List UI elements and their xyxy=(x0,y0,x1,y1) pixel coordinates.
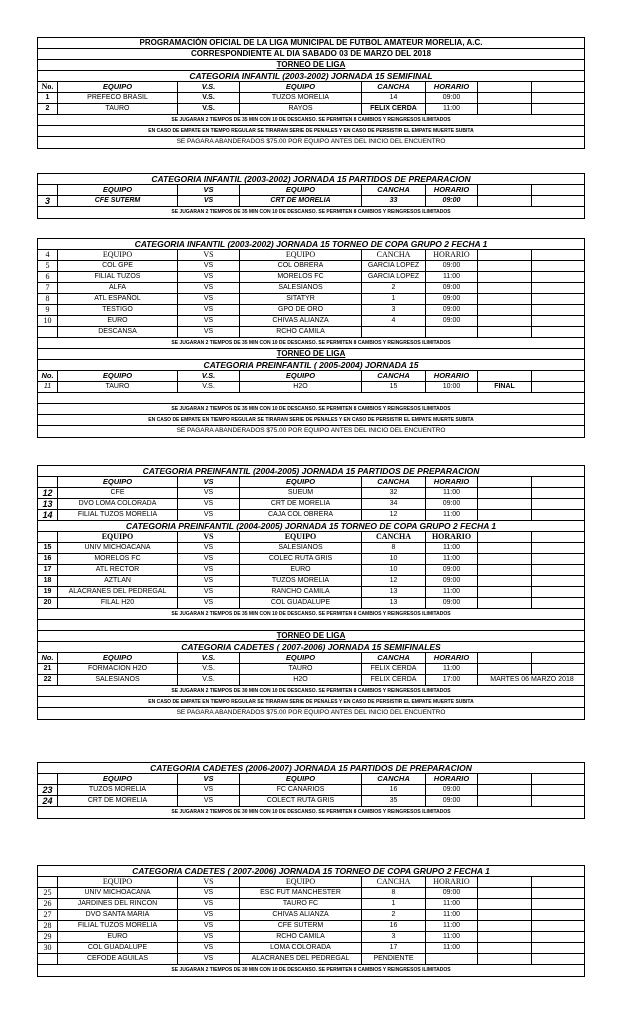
table-row: 22 SALESIANOS V.S. H2O FELIX CERDA 17:00 MARTES 06 MARZO 2018 xyxy=(38,675,584,686)
table-row: 23 TUZOS MORELIA VS FC CANARIOS 16 09:00 xyxy=(38,785,584,796)
rules-note: SE JUGARAN 2 TIEMPOS DE 35 MIN CON 10 DE DESCANSO. SE PERMITEN 8 CAMBIOS Y REINGRESOS ILIMITADOS xyxy=(38,338,584,349)
schedule-block-5 xyxy=(37,762,585,819)
table-header: EQUIPO VS EQUIPO CANCHA HORARIO xyxy=(38,185,584,196)
fee-note: SE PAGARA ABANDERADOS $75.00 POR EQUIPO ANTES DEL INICIO DEL ENCUENTRO xyxy=(176,709,446,716)
table-row: 10 EURO VS CHIVAS ALIANZA 4 09:00 xyxy=(38,316,584,327)
table-header: 4 EQUIPO VS EQUIPO CANCHA HORARIO xyxy=(38,250,584,261)
table-row: 21 FORMACION H2O V.S. TAURO FELIX CERDA 11:00 xyxy=(38,664,584,675)
doc-date: CORRESPONDIENTE AL DIA SABADO 03 DE MARZO DEL 2018 xyxy=(38,49,584,60)
rules-note: SE JUGARAN 2 TIEMPOS DE 35 MIN CON 10 DE DESCANSO. SE PERMITEN 8 CAMBIOS Y REINGRESOS ILIMITADOS xyxy=(171,209,451,215)
rules-note: SE JUGARAN 2 TIEMPOS DE 30 MIN CON 10 DE DESCANSO. SE PERMITEN 8 CAMBIOS Y REINGRESOS ILIMITADOS xyxy=(171,809,451,815)
table-row: 6 FILIAL TUZOS VS MORELOS FC GARCIA LOPEZ 11:00 xyxy=(38,272,584,283)
table-header: No. EQUIPO V.S. EQUIPO CANCHA HORARIO xyxy=(38,82,584,93)
table-row: 17 ATL RECTOR VS EURO 10 09:00 xyxy=(38,565,584,576)
table-row: 1 PREFECO BRASIL V.S. TUZOS MORELIA 14 09:00 xyxy=(38,93,584,104)
table-row: 15 UNIV MICHOACANA VS SALESIANOS 8 11:00 xyxy=(38,543,584,554)
torneo-liga-heading: TORNEO DE LIGA xyxy=(38,60,584,71)
table-row: 3 CFE SUTERM VS CRT DE MORELIA 33 09:00 xyxy=(38,196,584,207)
table-row: 7 ALFA VS SALESIANOS 2 09:00 xyxy=(38,283,584,294)
section-title: CATEGORIA CADETES (2006-2007) JORNADA 15 PARTIDOS DE PREPARACION xyxy=(38,763,584,774)
fee-note: SE PAGARA ABANDERADOS $75.00 POR EQUIPO ANTES DEL INICIO DEL ENCUENTRO xyxy=(176,138,446,145)
rules-note: SE JUGARAN 2 TIEMPOS DE 30 MIN CON 10 DE DESCANSO. SE PERMITEN 8 CAMBIOS Y REINGRESOS ILIMITADOS xyxy=(38,686,584,697)
section-title: CATEGORIA INFANTIL (2003-2002) JORNADA 15 SEMIFINAL xyxy=(38,71,584,82)
table-row: 27 DVO SANTA MARIA VS CHIVAS ALIANZA 2 11:00 xyxy=(38,910,584,921)
table-row: 25 UNIV MICHOACANA VS ESC FUT MANCHESTER 8 09:00 xyxy=(38,888,584,899)
table-row: 19 ALACRANES DEL PEDREGAL VS RANCHO CAMILA 13 11:00 xyxy=(38,587,584,598)
penalty-note: EN CASO DE EMPATE EN TIEMPO REGULAR SE TIRARAN SERIE DE PENALES Y EN CASO DE PERSISTIR EL EMPATE MUERTE SUBITA xyxy=(38,415,584,426)
torneo-liga-heading: TORNEO DE LIGA xyxy=(38,349,584,360)
table-row: 30 COL GUADALUPE VS LOMA COLORADA 17 11:00 xyxy=(38,943,584,954)
table-row: 8 ATL ESPAÑOL VS SITATYR 1 09:00 xyxy=(38,294,584,305)
penalty-note: EN CASO DE EMPATE EN TIEMPO REGULAR SE TIRARAN SERIE DE PENALES Y EN CASO DE PERSISTIR EL EMPATE MUERTE SUBITA xyxy=(38,697,584,708)
section-title: CATEGORIA PREINFANTIL (2004-2005) JORNADA 15 PARTIDOS DE PREPARACION xyxy=(38,466,584,477)
table-row: 20 FILAL H20 VS COL GUADALUPE 13 09:00 xyxy=(38,598,584,609)
schedule-block-3 xyxy=(37,238,585,438)
table-row: 2 TAURO V.S. RAYOS FELIX CERDA 11:00 xyxy=(38,104,584,115)
rules-note: SE JUGARAN 2 TIEMPOS DE 35 MIN CON 10 DE DESCANSO. SE PERMITEN 8 CAMBIOS Y REINGRESOS ILIMITADOS xyxy=(38,609,584,620)
table-row: 9 TESTIGO VS GPO DE ORO 3 09:00 xyxy=(38,305,584,316)
rescheduled-date: MARTES 06 MARZO 2018 xyxy=(490,676,574,683)
table-header: EQUIPO VS EQUIPO CANCHA HORARIO xyxy=(38,774,584,785)
schedule-block-6 xyxy=(37,865,585,977)
fee-note: SE PAGARA ABANDERADOS $75.00 POR EQUIPO ANTES DEL INICIO DEL ENCUENTRO xyxy=(176,427,446,434)
table-row: 13 DVO LOMA COLORADA VS CRT DE MORELIA 34 09:00 xyxy=(38,499,584,510)
table-header: No. EQUIPO V.S. EQUIPO CANCHA HORARIO xyxy=(38,653,584,664)
table-header: EQUIPO VS EQUIPO CANCHA HORARIO xyxy=(38,877,584,888)
table-header: EQUIPO VS EQUIPO CANCHA HORARIO xyxy=(38,477,584,488)
table-row: 11 TAURO V.S. H2O 15 10:00 FINAL xyxy=(38,382,584,393)
table-row: 5 COL GPE VS COL OBRERA GARCIA LOPEZ 09:00 xyxy=(38,261,584,272)
table-row: 12 CFE VS SUEUM 32 11:00 xyxy=(38,488,584,499)
table-row: DESCANSA VS RCHO CAMILA xyxy=(38,327,584,338)
table-row: 16 MORELOS FC VS COLEC RUTA GRIS 10 11:00 xyxy=(38,554,584,565)
section-title: CATEGORIA INFANTIL (2003-2002) JORNADA 15 TORNEO DE COPA GRUPO 2 FECHA 1 xyxy=(38,239,584,250)
table-row: 26 JARDINES DEL RINCON VS TAURO FC 1 11:00 xyxy=(38,899,584,910)
schedule-block-1 xyxy=(37,37,585,149)
section-title: CATEGORIA CADETES ( 2007-2006) JORNADA 15 TORNEO DE COPA GRUPO 2 FECHA 1 xyxy=(38,866,584,877)
section-title: CATEGORIA CADETES ( 2007-2006) JORNADA 15 SEMIFINALES xyxy=(38,642,584,653)
table-row: 28 FILIAL TUZOS MORELIA VS CFE SUTERM 16 11:00 xyxy=(38,921,584,932)
final-label: FINAL xyxy=(478,382,532,392)
table-row: 24 CRT DE MORELIA VS COLECT RUTA GRIS 35 09:00 xyxy=(38,796,584,807)
doc-title: PROGRAMACIÓN OFICIAL DE LA LIGA MUNICIPAL DE FUTBOL AMATEUR MORELIA, A.C. xyxy=(38,38,584,49)
torneo-liga-heading: TORNEO DE LIGA xyxy=(38,631,584,642)
rules-note: SE JUGARAN 2 TIEMPOS DE 35 MIN CON 10 DE DESCANSO. SE PERMITEN 8 CAMBIOS Y REINGRESOS ILIMITADOS xyxy=(38,404,584,415)
table-row: 18 AZTLAN VS TUZOS MORELIA 12 09:00 xyxy=(38,576,584,587)
schedule-block-2 xyxy=(37,173,585,219)
table-row: CEFODE AGUILAS VS ALACRANES DEL PEDREGAL PENDIENTE xyxy=(38,954,584,965)
section-title: CATEGORIA PREINFANTIL (2004-2005) JORNADA 15 TORNEO DE COPA GRUPO 2 FECHA 1 xyxy=(38,521,584,532)
section-title: CATEGORIA INFANTIL (2003-2002) JORNADA 15 PARTIDOS DE PREPARACION xyxy=(38,174,584,185)
table-header: EQUIPO VS EQUIPO CANCHA HORARIO xyxy=(38,532,584,543)
table-header: No. EQUIPO V.S. EQUIPO CANCHA HORARIO xyxy=(38,371,584,382)
table-row: 14 FILIAL TUZOS MORELIA VS CAJA COL OBRERA 12 11:00 xyxy=(38,510,584,521)
penalty-note: EN CASO DE EMPATE EN TIEMPO REGULAR SE TIRARAN SERIE DE PENALES Y EN CASO DE PERSISTIR EL EMPATE MUERTE SUBITA xyxy=(38,126,584,137)
rules-note: SE JUGARAN 2 TIEMPOS DE 35 MIN CON 10 DE DESCANSO. SE PERMITEN 8 CAMBIOS Y REINGRESOS ILIMITADOS xyxy=(38,115,584,126)
section-title: CATEGORIA PREINFANTIL ( 2005-2004) JORNADA 15 xyxy=(38,360,584,371)
schedule-block-4 xyxy=(37,465,585,720)
table-row: 29 EURO VS RCHO CAMILA 3 11:00 xyxy=(38,932,584,943)
rules-note: SE JUGARAN 2 TIEMPOS DE 30 MIN CON 10 DE DESCANSO. SE PERMITEN 8 CAMBIOS Y REINGRESOS ILIMITADOS xyxy=(171,967,451,973)
